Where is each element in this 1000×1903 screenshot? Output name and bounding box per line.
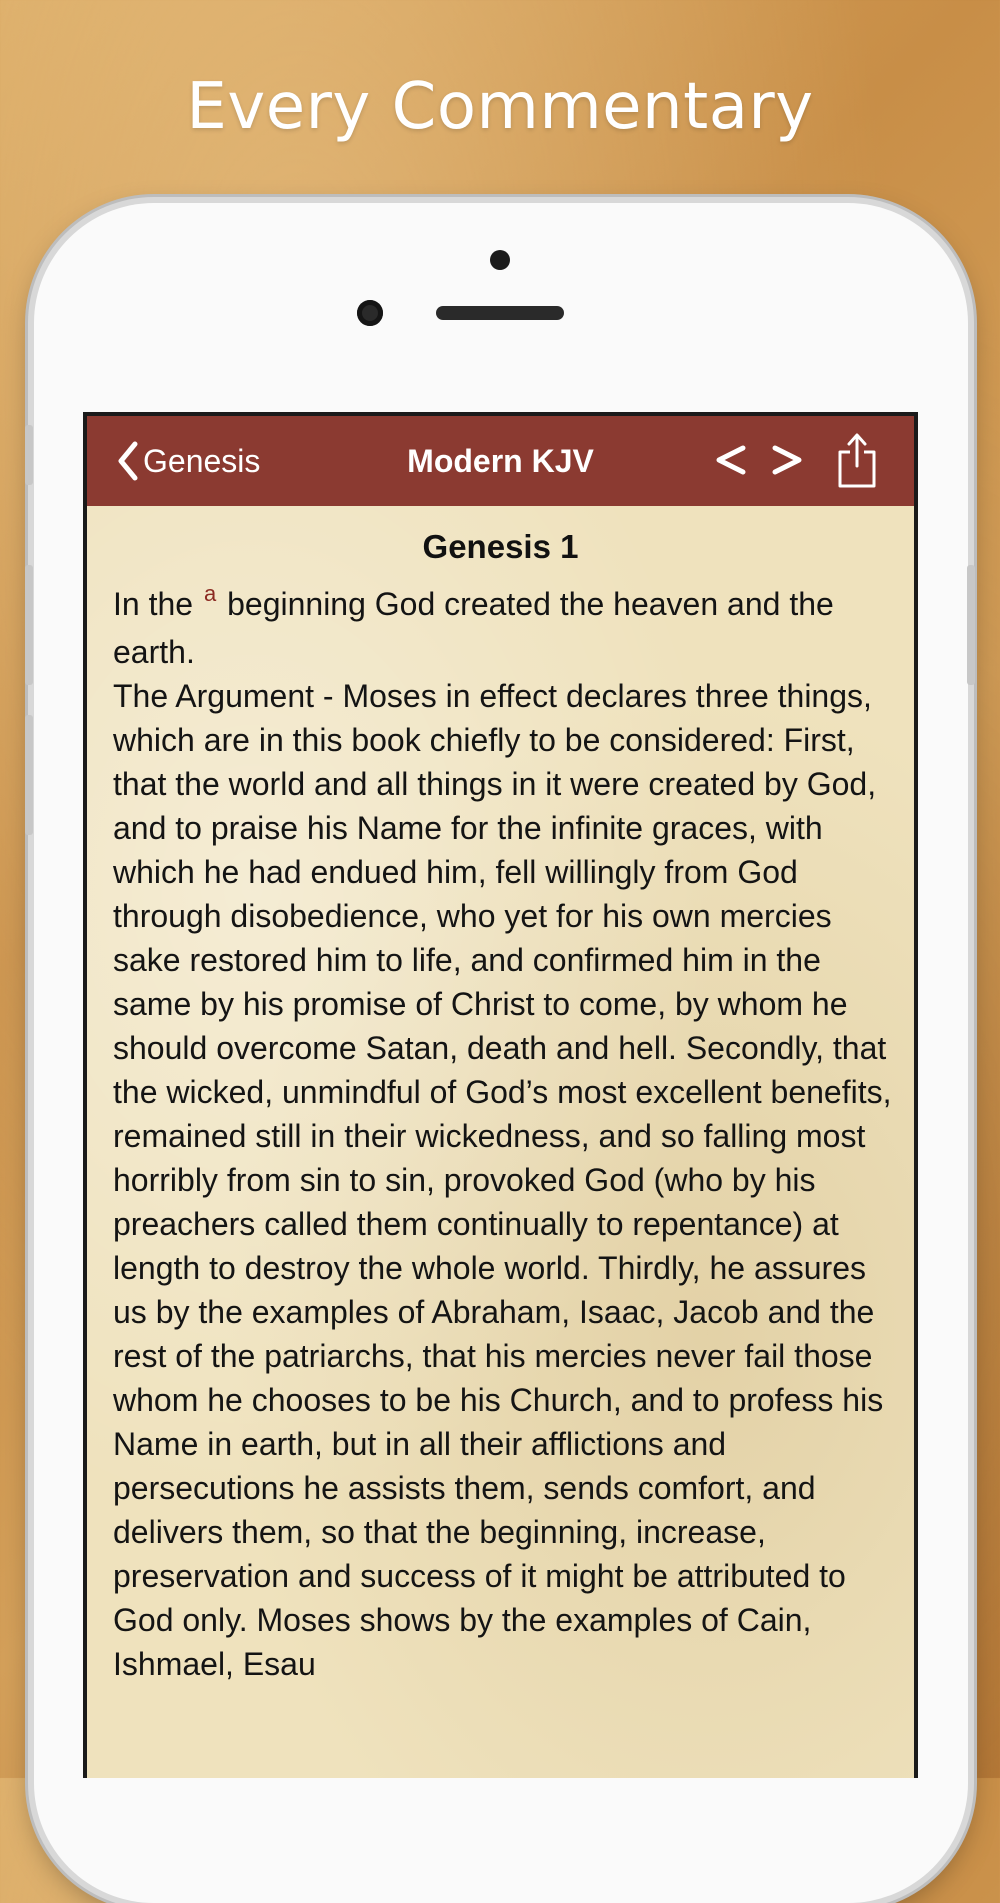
chevron-left-icon [113, 438, 143, 484]
mute-switch [25, 425, 33, 485]
volume-up-button [25, 565, 33, 685]
app-screen [83, 412, 918, 1778]
verse-text [113, 582, 893, 1686]
commentary-text: The Argument - Moses in effect declares three things, which are in this book chiefly to be considered: First, that the world and all things in it were created by God, and to praise his Name for the infinite graces, with which he had endued him, fell willingly from God through disobedience, who yet for his own mercies sake restored him to life, and confirmed him in the same by his promise of Christ to come, by whom he should overcome Satan, death and hell. Secondly, that the wicked, unmindful of God’s most excellent benefits, remained still in their wickedness, and so falling most horribly from sin to sin, provoked God (who by his preachers called them continually to repentance) at length to destroy the whole world. Thirdly, he assures us by the examples of Abraham, Isaac, Jacob and the rest of the patriarchs, that his mercies never fail those whom he chooses to be his Church, and to profess his Name in earth, but in all their afflictions and persecutions he assists them, sends comfort, and delivers them, so that the beginning, increase, preservation and success of it might be attributed to God only. Moses shows by the examples of Cain, Ishmael, Esau [113, 678, 892, 1682]
footnote-marker[interactable]: a [203, 581, 217, 606]
back-button-label: Genesis [143, 442, 261, 479]
proximity-sensor [490, 250, 510, 270]
next-chapter-button[interactable] [767, 436, 807, 484]
reader-content[interactable] [87, 506, 914, 1778]
earpiece-speaker [436, 306, 564, 320]
back-button[interactable] [113, 438, 260, 484]
volume-down-button [25, 715, 33, 835]
chapter-title: Genesis 1 [422, 528, 579, 565]
previous-chapter-button[interactable] [711, 436, 751, 484]
verse-text-end: beginning God created the heaven and the earth. [113, 586, 834, 670]
share-icon[interactable] [835, 430, 879, 490]
navigation-bar [87, 416, 914, 506]
front-camera [357, 300, 383, 326]
power-button [967, 565, 975, 685]
nav-title: Modern KJV [407, 443, 594, 479]
verse-text-start: In the [113, 586, 194, 622]
promo-headline: Every Commentary [186, 70, 814, 144]
